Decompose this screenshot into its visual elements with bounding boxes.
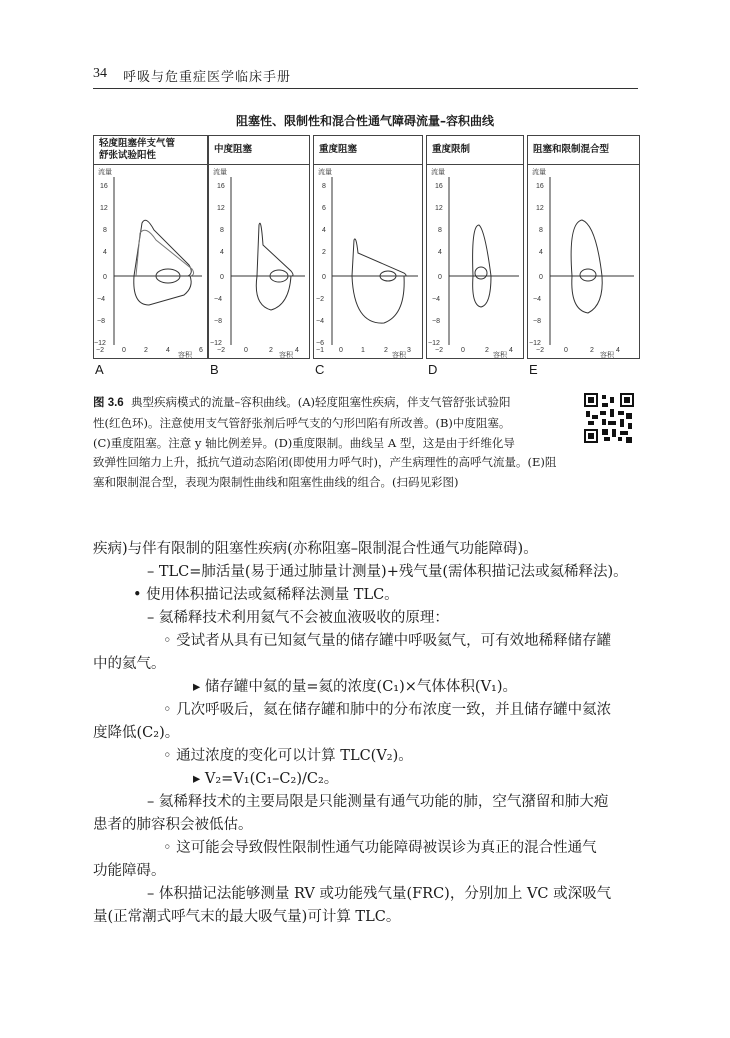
panel-b	[208, 135, 310, 359]
y-tick: −4	[97, 296, 105, 303]
y-tick: 2	[322, 249, 326, 256]
y-tick: −4	[533, 296, 541, 303]
x-tick: 1	[361, 347, 365, 354]
y-tick: 12	[100, 205, 108, 212]
y-tick: 8	[438, 227, 442, 234]
panel-letter-e: E	[529, 362, 538, 377]
x-label: 容积	[178, 352, 192, 358]
x-tick: 2	[485, 347, 489, 354]
y-tick: −12	[529, 340, 541, 347]
paragraph: 疾病)与伴有限制的阻塞性疾病(亦称阻塞–限制混合性通气功能障碍)。	[93, 541, 538, 557]
x-tick: 4	[616, 347, 620, 354]
y-tick: −4	[432, 296, 440, 303]
inspiratory-curve	[572, 276, 602, 313]
inspiratory-curve	[473, 276, 491, 307]
panel-c	[313, 135, 423, 359]
x-tick: 0	[244, 347, 248, 354]
y-tick: −12	[428, 340, 440, 347]
x-tick: 0	[564, 347, 568, 354]
y-tick: −8	[533, 318, 541, 325]
x-tick: −2	[435, 347, 443, 354]
running-header	[93, 64, 638, 89]
y-label: 流量	[318, 169, 332, 176]
panel-d-title: 重度限制	[427, 136, 523, 165]
inspiratory-curve	[352, 276, 404, 323]
x-tick: 2	[384, 347, 388, 354]
caption-line: (C)重度阻塞。注意 y 轴比例差异。(D)重度限制。曲线呈 A 型，这是由于纤维化导	[93, 436, 515, 450]
y-tick: 16	[100, 183, 108, 190]
y-tick: −4	[214, 296, 222, 303]
paragraph: – 氦稀释技术的主要局限是只能测量有通气功能的肺，空气潴留和肺大疱	[147, 794, 609, 810]
y-label: 流量	[213, 169, 227, 176]
y-tick: 8	[103, 227, 107, 234]
x-label: 容积	[392, 352, 406, 358]
panel-c-title: 重度阻塞	[314, 136, 422, 165]
x-tick: 2	[144, 347, 148, 354]
panel-e-title: 阻塞和限制混合型	[528, 136, 639, 165]
y-tick: 4	[438, 249, 442, 256]
x-label: 容积	[600, 352, 614, 358]
x-tick: 2	[269, 347, 273, 354]
x-label: 容积	[493, 352, 507, 358]
expiratory-curve	[571, 220, 602, 276]
paragraph-cont: 患者的肺容积会被低估。	[93, 817, 253, 833]
panel-letter-d: D	[428, 362, 438, 377]
x-tick: 3	[407, 347, 411, 354]
y-tick: −12	[210, 340, 222, 347]
panel-e	[527, 135, 640, 359]
y-tick: −8	[97, 318, 105, 325]
panel-c-plot	[314, 165, 422, 358]
tidal-loop	[475, 267, 487, 279]
y-tick: 0	[539, 274, 543, 281]
paragraph-cont: 中的氦气。	[93, 656, 166, 672]
caption-label: 图 3.6	[93, 397, 124, 409]
x-tick: 4	[166, 347, 170, 354]
expiratory-curve	[134, 220, 191, 276]
x-tick: 0	[461, 347, 465, 354]
bullet-item: • 使用体积描记法或氦稀释法测量 TLC。	[133, 587, 399, 603]
y-tick: 16	[435, 183, 443, 190]
paragraph: ◦ 通过浓度的变化可以计算 TLC(V₂)。	[163, 748, 413, 764]
caption-line: 典型疾病模式的流量–容积曲线。(A)轻度阻塞性疾病，伴支气管舒张试验阳	[131, 395, 511, 409]
y-tick: 12	[217, 205, 225, 212]
y-tick: −8	[432, 318, 440, 325]
paragraph: ◦ 这可能会导致假性限制性通气功能障碍被误诊为真正的混合性通气	[163, 840, 597, 856]
x-tick: 0	[122, 347, 126, 354]
panel-d-plot	[427, 165, 523, 358]
y-tick: 12	[435, 205, 443, 212]
panel-a	[93, 135, 208, 359]
y-tick: 0	[438, 274, 442, 281]
y-tick: 6	[322, 205, 326, 212]
inspiratory-curve	[134, 276, 191, 305]
y-tick: 8	[220, 227, 224, 234]
y-tick: −6	[316, 340, 324, 347]
caption-line: 致弹性回缩力上升，抵抗气道动态陷闭(即使用力呼气时)，产生病理性的高呼气流量。(E)阻	[93, 455, 557, 469]
y-tick: 0	[220, 274, 224, 281]
expiratory-curve	[257, 223, 293, 276]
x-tick: 2	[590, 347, 594, 354]
y-tick: 4	[322, 227, 326, 234]
page-number: 34	[93, 66, 107, 81]
x-tick: 4	[509, 347, 513, 354]
y-tick: −2	[316, 296, 324, 303]
panel-d	[426, 135, 524, 359]
y-tick: 4	[539, 249, 543, 256]
expiratory-curve	[473, 225, 491, 276]
y-tick: 4	[103, 249, 107, 256]
paragraph: – TLC=肺活量(易于通过肺量计测量)+残气量(需体积描记法或氦稀释法)。	[147, 564, 628, 580]
y-tick: 0	[103, 274, 107, 281]
y-tick: 8	[322, 183, 326, 190]
figure-caption-cont	[93, 452, 638, 492]
panel-a-plot	[94, 165, 207, 358]
paragraph-cont: 功能障碍。	[93, 863, 166, 879]
panel-letter-a: A	[95, 362, 104, 377]
y-tick: 4	[220, 249, 224, 256]
paragraph: ◦ 受试者从具有已知氦气量的储存罐中呼吸氦气，可有效地稀释储存罐	[163, 633, 612, 649]
x-tick: 0	[339, 347, 343, 354]
x-tick: 6	[199, 347, 203, 354]
book-title: 呼吸与危重症医学临床手册	[123, 70, 292, 85]
y-tick: −4	[316, 318, 324, 325]
y-label: 流量	[98, 169, 112, 176]
x-tick: 4	[295, 347, 299, 354]
x-tick: −2	[536, 347, 544, 354]
panel-a-title: 轻度阻塞伴支气管 舒张试验阳性	[94, 136, 207, 165]
y-tick: −12	[94, 340, 106, 347]
x-tick: −2	[96, 347, 104, 354]
panel-letter-c: C	[315, 362, 325, 377]
paragraph-cont: 度降低(C₂)。	[93, 725, 180, 741]
panel-e-plot	[528, 165, 639, 358]
panel-b-plot	[209, 165, 309, 358]
qr-code-icon[interactable]	[584, 393, 634, 443]
formula: ▸ V₂=V₁(C₁–C₂)/C₂。	[193, 771, 339, 787]
figure-title: 阻塞性、限制性和混合性通气障碍流量–容积曲线	[235, 114, 494, 128]
paragraph: ◦ 几次呼吸后，氦在储存罐和肺中的分布浓度一致，并且储存罐中氦浓	[163, 702, 612, 718]
y-label: 流量	[532, 169, 546, 176]
paragraph-cont: 量(正常潮式呼气末的最大吸气量)可计算 TLC。	[93, 909, 401, 925]
x-tick: −1	[316, 347, 324, 354]
paragraph: – 体积描记法能够测量 RV 或功能残气量(FRC)，分别加上 VC 或深吸气	[147, 886, 612, 902]
y-tick: 16	[217, 183, 225, 190]
expiratory-curve	[352, 239, 406, 276]
y-tick: 0	[322, 274, 326, 281]
tidal-loop	[580, 269, 596, 281]
x-tick: −2	[217, 347, 225, 354]
caption-line: 性(红色环)。注意使用支气管舒张剂后呼气支的勺形凹陷有所改善。(B)中度阻塞。	[93, 416, 511, 430]
panel-b-title: 中度阻塞	[209, 136, 309, 165]
body-text	[93, 538, 638, 929]
caption-line: 塞和限制混合型，表现为限制性曲线和阻塞性曲线的组合。(扫码见彩图)	[93, 475, 459, 489]
figure-caption	[93, 392, 573, 453]
x-label: 容积	[279, 352, 293, 358]
panel-letter-b: B	[210, 362, 219, 377]
y-tick: 16	[536, 183, 544, 190]
y-tick: 8	[539, 227, 543, 234]
paragraph: – 氦稀释技术利用氦气不会被血液吸收的原理：	[147, 610, 449, 626]
y-tick: 12	[536, 205, 544, 212]
y-tick: −8	[214, 318, 222, 325]
paragraph: ▸ 储存罐中氦的量=氦的浓度(C₁)×气体体积(V₁)。	[193, 679, 518, 695]
y-label: 流量	[431, 169, 445, 176]
